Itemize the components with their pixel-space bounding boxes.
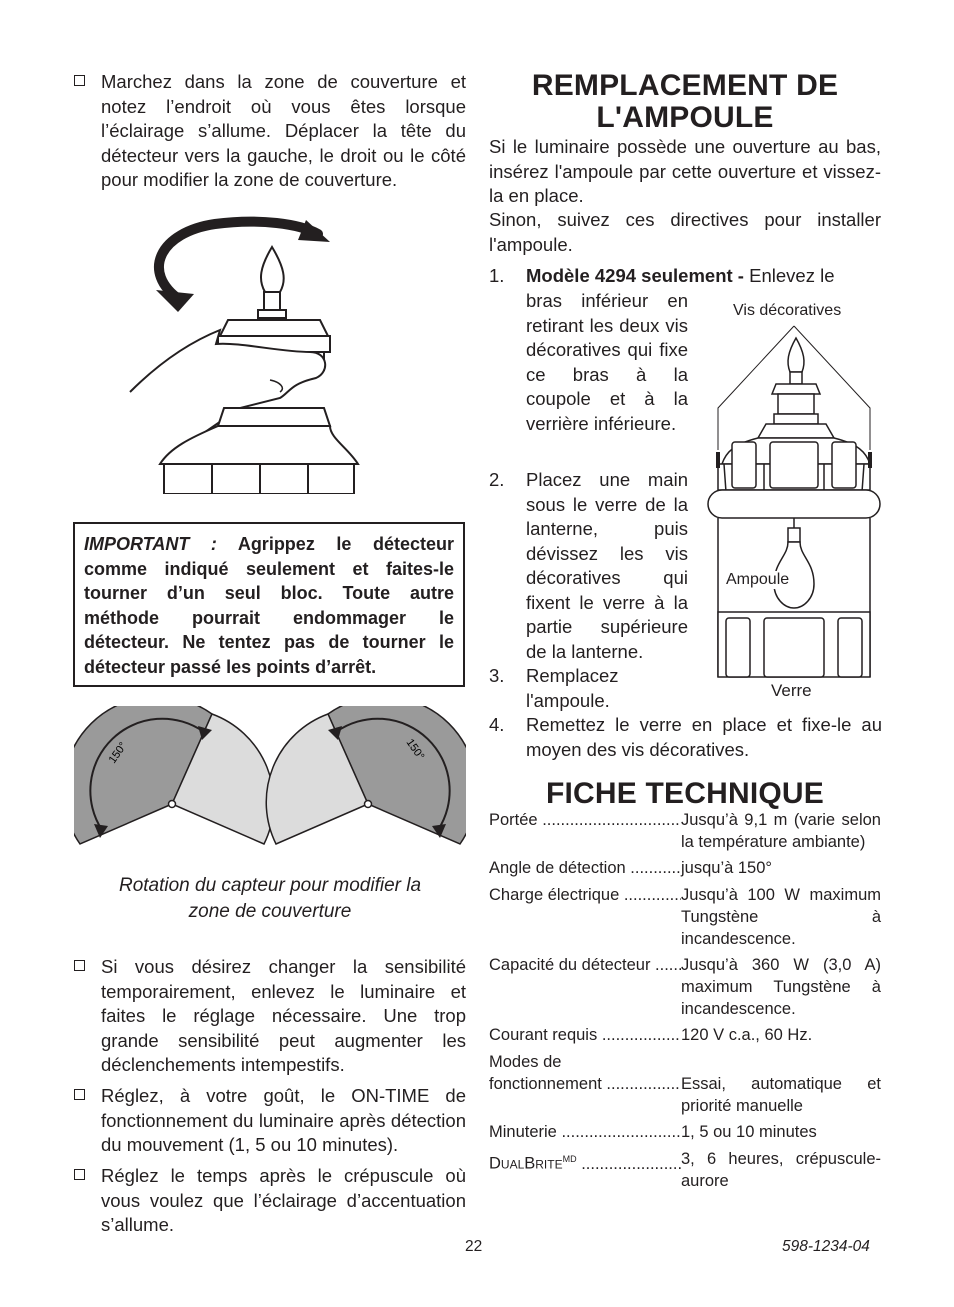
step-number: 2. bbox=[489, 469, 505, 490]
step-number: 1. bbox=[489, 265, 505, 286]
intro-paragraph-2: Sinon, suivez ces directives pour installer l'ampoule. bbox=[489, 209, 881, 255]
step-number: 3. bbox=[489, 665, 505, 686]
label-decorative-screws: Vis décoratives bbox=[733, 302, 842, 319]
angle-label-left: 150° bbox=[106, 740, 130, 766]
heading-technical-sheet: FICHE TECHNIQUE bbox=[545, 777, 824, 810]
spec-row: Capacité du détecteur ..... Jusqu’à 360 W (3,0 A) maximum Tungstène à incandescence. bbox=[489, 954, 881, 1020]
checkbox-icon bbox=[74, 1169, 85, 1180]
sensor-rotation-illustration bbox=[120, 212, 360, 494]
spec-row: DualBrite$^{MD}$ ..... 3, 6 heures, crépuscule-aurore bbox=[489, 1148, 881, 1192]
spec-label-dualbrite: DualBrite$^{MD}$ ..... bbox=[489, 1148, 681, 1175]
intro-paragraph-1: Si le luminaire possède une ouverture au bas, insérez l'ampoule par cette ouverture et vissez-la en place. bbox=[489, 136, 881, 206]
checkbox-icon bbox=[74, 960, 85, 971]
spec-row-label-line1: Modes de bbox=[489, 1053, 562, 1071]
label-bulb: Ampoule bbox=[726, 571, 790, 588]
angle-label-right: 150° bbox=[403, 736, 427, 763]
step-2-text: Placez une main sous le verre de la lanterne, puis dévissez les vis décoratives qui fixent le verre à la partie supérieure de la lanterne. bbox=[526, 469, 688, 662]
figure-caption: Rotation du capteur pour modifier la zone de couverture bbox=[118, 875, 422, 922]
bullet-sensitivity: Si vous désirez changer la sensibilité temporairement, enlevez le luminaire et faites le réglage nécessaire. Une trop grande sensibilité peut augmenter les déclenchements intempestifs. bbox=[74, 955, 466, 1078]
important-notice: IMPORTANT : Agrippez le détecteur comme indiqué seulement et faites-le tourner d’un seul bloc. Toute autre méthode pourrait endommager le détecteur. Ne tentez pas de tourner le détecteur passé les points d’arrêt. bbox=[73, 522, 465, 687]
step-4-text: Remettez le verre en place et fixe-le au moyen des vis décoratives. bbox=[526, 714, 882, 760]
bullet-dusk-time: Réglez le temps après le crépuscule où vous voulez que l’éclairage d’accentuation s’allume. bbox=[74, 1164, 466, 1238]
lantern-illustration bbox=[704, 322, 884, 682]
spec-row: Portée ..... Jusqu’à 9,1 m (varie selon la température ambiante) bbox=[489, 809, 881, 853]
step-1-text: bras inférieur en retirant les deux vis décoratives qui fixe ce bras à la coupole et à la verrière inférieure. bbox=[526, 290, 688, 434]
heading-bulb-replacement: REMPLACEMENT DE L'AMPOULE bbox=[531, 69, 839, 134]
page-number: 22 bbox=[465, 1238, 483, 1255]
spec-row: fonctionnement ..... Essai, automatique et priorité manuelle bbox=[489, 1073, 881, 1117]
spec-row: Charge électrique ..... Jusqu’à 100 W maximum Tungstène à incandescence. bbox=[489, 884, 881, 950]
coverage-rotation-diagrams bbox=[74, 706, 466, 846]
step-number: 4. bbox=[489, 714, 505, 735]
checkbox-icon bbox=[74, 75, 85, 86]
spec-row: Courant requis ..... 120 V c.a., 60 Hz. bbox=[489, 1024, 881, 1046]
step-1-heading: Modèle 4294 seulement - Enlevez le bbox=[526, 265, 835, 286]
document-number: 598-1234-04 bbox=[782, 1238, 870, 1255]
bullet-coverage-walk: Marchez dans la zone de couverture et notez l’endroit où vous êtes lorsque l’éclairage s’allume. Déplacer la tête du détecteur vers la gauche, le droit ou le côté pour modifier la zone de couverture. bbox=[74, 70, 466, 193]
spec-row: Angle de détection ..... jusqu’à 150° bbox=[489, 857, 881, 879]
spec-row: Minuterie ..... 1, 5 ou 10 minutes bbox=[489, 1121, 881, 1143]
bullet-on-time: Réglez, à votre goût, le ON-TIME de fonctionnement du luminaire après détection du mouvement (1, 5 ou 10 minutes). bbox=[74, 1084, 466, 1158]
checkbox-icon bbox=[74, 1089, 85, 1100]
label-glass: Verre bbox=[771, 681, 812, 700]
step-3-text: Remplacez l'ampoule. bbox=[526, 665, 619, 711]
